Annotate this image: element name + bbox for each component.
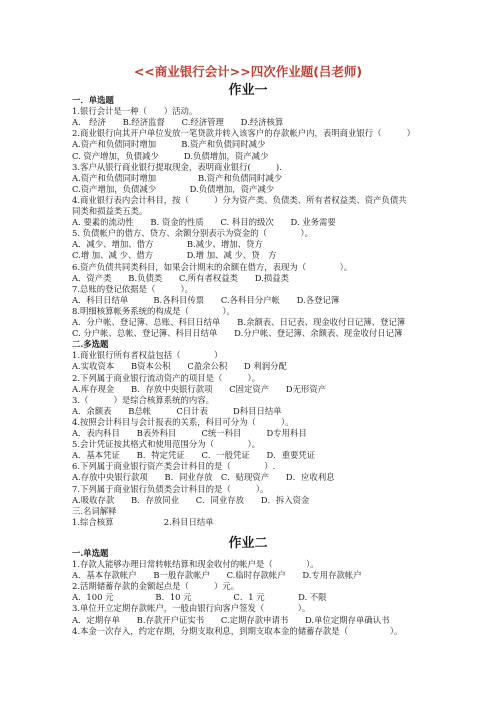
- text-line: A. 要素的流动性 B. 资金的性质 C. 科目的级次 D. 业务需要: [72, 217, 336, 228]
- text-line: 3.（ ）是综合核算系统的内容。: [72, 394, 214, 405]
- text-line: A.资产和负债同时增加 B.资产和负债同时减少: [72, 139, 266, 150]
- text-line: 5.会计凭证按其格式和使用范围分为（ ）。: [72, 439, 261, 450]
- text-line: C. 资产增加，负债减少 D.负债增加，资产减少: [72, 150, 269, 161]
- text-line: 1.银行会计是一种（ ）活动。: [72, 106, 198, 117]
- question-type-heading: 一.单选题: [72, 547, 109, 558]
- text-line: A．表内科目 B表外科目 C统一科目 D专用科目: [72, 428, 307, 438]
- text-line: A．基本存款帐户 B一般存款帐户 C.临时存款帐户 D.专用存款帐户: [72, 570, 362, 581]
- text-line: 1.商业银行所有者权益包括（ ）: [72, 350, 223, 361]
- section-heading: 作业二: [228, 535, 268, 551]
- text-line: 1.综合核算 2.科目日结单: [72, 516, 214, 527]
- text-line: A．减少、增加、借方 B.减少、增加、贷方: [72, 239, 263, 250]
- text-line: A. 经济 B.经济监督 C.经济管理 D.经济核算: [72, 117, 284, 128]
- text-line: 同类和损益类五类。: [72, 206, 148, 216]
- text-line: 2.商业银行向其开户单位发放一笔贷款并转入该客户的存款帐户内，表明商业银行（ ）: [72, 128, 415, 139]
- text-line: A．分户帐、登记簿、总账、科目日结单 B.余额表、日记表、现金收付日记簿、登记簿: [72, 317, 406, 327]
- text-line: 7.总账的登记依据是（ ）。: [72, 283, 194, 294]
- text-line: A.吸收存款 B．存放同业 C．同业存放 D．拆入资金: [72, 494, 310, 505]
- text-line: A．资产类 B.负债类 C.所有者权益类 D.损益类: [72, 272, 289, 283]
- text-line: A．余额表 B总帐 C日计表 D科目日结单: [72, 405, 282, 416]
- text-line: 2.活期储蓄存款的金额起点是（ ）元。: [72, 581, 240, 592]
- text-line: 3.单位开立定期存款帐户，一般由银行向客户签发（ ）。: [72, 603, 311, 614]
- text-line: A.实收资本 B资本公积 C盈余公积 D 利润分配: [72, 361, 287, 372]
- text-line: C. 分户帐、总帐、登记簿、科目日结单 D.分户帐、登记簿、余额表、现金收付日记簿: [72, 328, 403, 339]
- text-line: A.资产和负债同时增加 B.资产和负债同时减少: [72, 172, 283, 183]
- text-line: 4.商业银行表内会计科目，按（ ）分为资产类、负债类、所有者权益类、资产负债共: [72, 194, 407, 205]
- text-line: C.资产增加，负债减少 D.负债增加，资产减少: [72, 183, 275, 194]
- text-line: A.存放中央银行款项 B．同业存放 C．贴现资产 D．应收利息: [72, 472, 335, 483]
- text-line: C.增 加、减 少、借方 D.增 加、减 少、贷 方: [72, 250, 277, 261]
- question-type-heading: 一．单选题: [72, 95, 114, 105]
- text-line: 8.明细核算帐务系统的构成是（ ）。: [72, 305, 235, 316]
- text-line: 2.下列属于商业银行流动资产的项目是（ ）。: [72, 372, 261, 383]
- text-line: A．基本凭证 B．特定凭证 C．一般凭证 D．重要凭证: [72, 450, 316, 461]
- text-line: 三.名词解释: [72, 505, 117, 516]
- text-line: 4.本金一次存入，约定存期，分期支取利息，到期支取本金的储蓄存款是（ ）。: [72, 625, 403, 636]
- text-line: 6.资产负债共同类科目，如果会计期末的余额在借方，表现为（ ）。: [72, 261, 353, 272]
- text-line: A．定期存单 B.存款开户证实书 C.定期存款申请书 D.单位定期存单确认书: [72, 614, 390, 625]
- text-line: 6.下列属于商业银行资产类会计科目的是（ ）.: [72, 461, 276, 472]
- text-line: A．100 元 B．10 元 C．1 元 D. 不限: [72, 592, 327, 603]
- text-line: 4.按照会计科目与会计报表的关系，科目可分为（ ）。: [72, 416, 294, 427]
- text-line: A．科目日结单 B.各科目传票 C.各科目分户帐 D.各登记簿: [72, 294, 340, 305]
- section-heading: 作业一: [228, 83, 268, 98]
- text-line: A.库存现金 B．存放中央银行款项 C固定资产 D无形资产: [72, 383, 327, 394]
- text-line: 5. 负债帐户的借方、贷方、余额分别表示为资金的（ ）。: [72, 228, 313, 239]
- text-line: 1.存款人能够办理日常转帐结算和现金收付的帐户是（ ）。: [72, 559, 319, 569]
- question-type-heading: 二.多选题: [72, 339, 109, 350]
- text-line: 7.下列属于商业银行负债类会计科目的是（ ）。: [72, 483, 269, 494]
- document-title: <<商业银行会计>>四次作业题(吕老师): [133, 64, 363, 79]
- text-line: 3.客户从银行商业银行提取现金，表明商业银行( ).: [72, 161, 282, 172]
